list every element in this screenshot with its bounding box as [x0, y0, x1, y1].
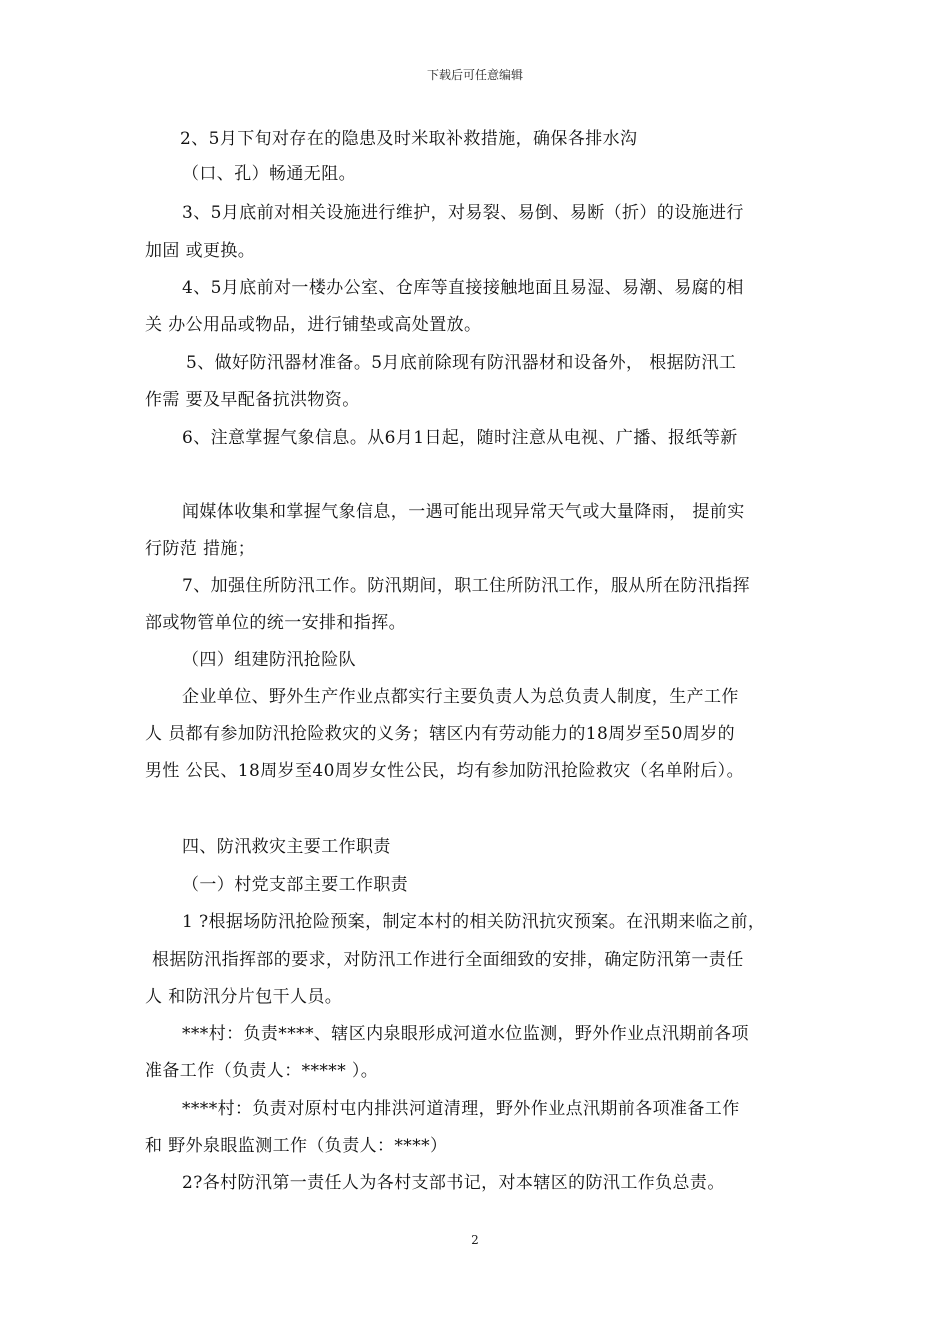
paragraph-line: 3、5月底前对相关设施进行维护，对易裂、易倒、易断（折）的设施进行	[182, 203, 744, 223]
paragraph-line: 人 员都有参加防汛抢险救灾的义务；辖区内有劳动能力的18周岁至50周岁的	[145, 724, 736, 744]
section-heading: （一）村党支部主要工作职责	[182, 875, 409, 895]
paragraph-line: 1 ?根据场防汛抢险预案，制定本村的相关防汛抗灾预案。在汛期来临之前，	[182, 912, 766, 932]
paragraph-line: 作需 要及早配备抗洪物资。	[145, 390, 360, 410]
paragraph-line: 2?各村防汛第一责任人为各村支部书记，对本辖区的防汛工作负总责。	[182, 1173, 725, 1193]
paragraph-line: 2、5月下旬对存在的隐患及时米取补救措施，确保各排水沟	[180, 129, 638, 149]
paragraph-line: 5、做好防汛器材准备。5月底前除现有防汛器材和设备外， 根据防汛工	[186, 353, 737, 373]
paragraph-line: 加固 或更换。	[145, 241, 256, 261]
section-heading: 四、防汛救灾主要工作职责	[182, 837, 391, 857]
paragraph-line: 6、注意掌握气象信息。从6月1日起，随时注意从电视、广播、报纸等新	[182, 428, 738, 448]
paragraph-line: 根据防汛指挥部的要求，对防汛工作进行全面细致的安排，确定防汛第一责任	[152, 950, 744, 970]
paragraph-line: 闻媒体收集和掌握气象信息，一遇可能出现异常天气或大量降雨， 提前实	[182, 502, 745, 522]
paragraph-line: （口、孔）畅通无阻。	[182, 164, 356, 184]
paragraph-line: 7、加强住所防汛工作。防汛期间，职工住所防汛工作，服从所在防汛指挥	[182, 576, 751, 596]
page-number: 2	[471, 1233, 479, 1247]
paragraph-line: 企业单位、野外生产作业点都实行主要负责人为总负责人制度，生产工作	[182, 687, 739, 707]
page-header: 下载后可任意编辑	[426, 68, 523, 82]
paragraph-line: ***村：负责****、辖区内泉眼形成河道水位监测，野外作业点汛期前各项	[182, 1024, 749, 1044]
paragraph-line: 关 办公用品或物品，进行铺垫或高处置放。	[145, 315, 482, 335]
paragraph-line: 准备工作（负责人：***** ）。	[145, 1061, 379, 1081]
paragraph-line: 和 野外泉眼监测工作（负责人：****）	[145, 1136, 448, 1156]
paragraph-line: 部或物管单位的统一安排和指挥。	[145, 613, 406, 633]
section-heading: （四）组建防汛抢险队	[182, 650, 356, 670]
paragraph-line: 行防范 措施；	[145, 539, 256, 559]
paragraph-line: 男性 公民、18周岁至40周岁女性公民，均有参加防汛抢险救灾（名单附后）。	[145, 761, 744, 781]
paragraph-line: 人 和防汛分片包干人员。	[145, 987, 343, 1007]
paragraph-line: ****村：负责对原村屯内排洪河道清理，野外作业点汛期前各项准备工作	[182, 1099, 740, 1119]
paragraph-line: 4、5月底前对一楼办公室、仓库等直接接触地面且易湿、易潮、易腐的相	[182, 278, 744, 298]
